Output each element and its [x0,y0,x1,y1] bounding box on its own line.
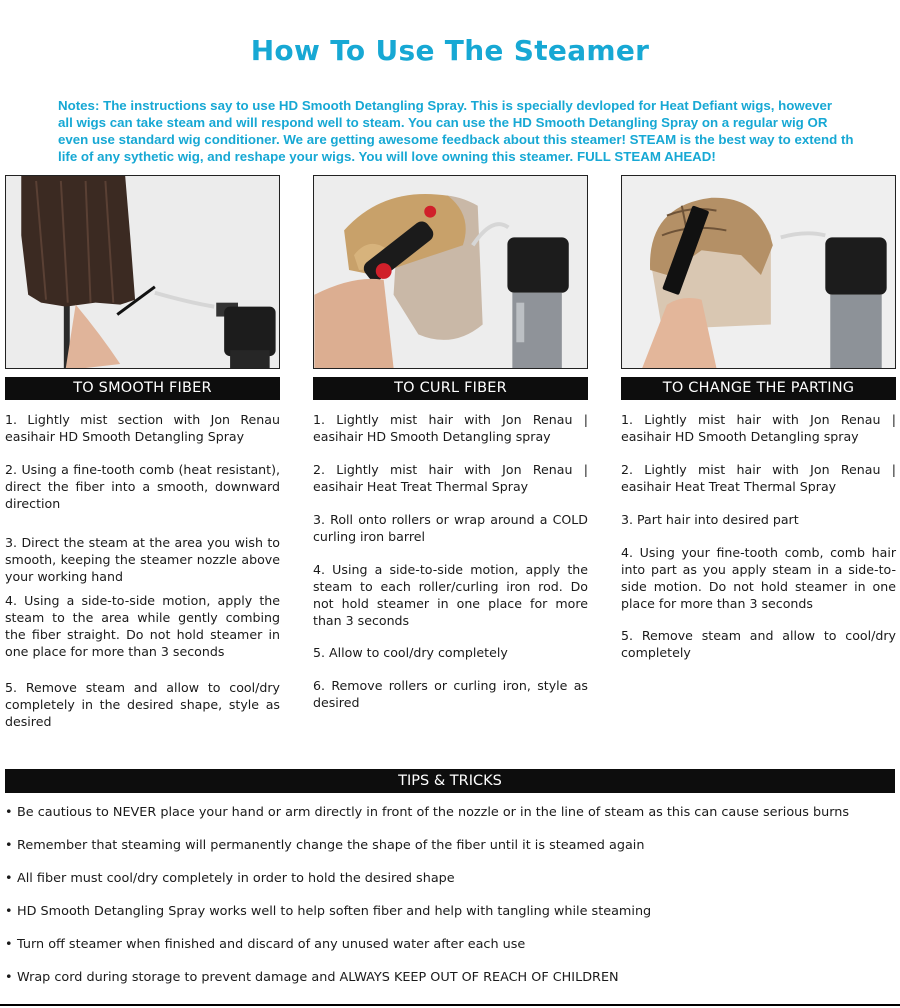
tip-text: Wrap cord during storage to prevent damage and ALWAYS KEEP OUT OF REACH OF CHILDREN [17,970,619,985]
step-item: 2. Lightly mist hair with Jon Renau | easihair Heat Treat Thermal Spray [313,462,588,494]
step-item: 4. Using a side-to-side motion, apply the steam to each roller/curling iron rod. Do not hold steamer in one place for more than 3 seconds [313,562,588,628]
notes-paragraph [58,97,900,165]
photo-curl-fiber [313,175,588,369]
tips-heading: TIPS & TRICKS [5,769,895,793]
step-item: 3. Direct the steam at the area you wish to smooth, keeping the steamer nozzle above your working hand [5,535,280,584]
tip-text: HD Smooth Detangling Spray works well to help soften fiber and help with tangling while steaming [17,904,652,919]
notes-line: life of any sythetic wig, and reshape your wigs. You will love owning this steamer. FULL STEAM AHEAD! [58,149,716,164]
step-item: 4. Using a side-to-side motion, apply the steam to the area while gently combing the fiber straight. Do not hold steamer in one place for more than 3 seconds [5,593,280,659]
steps-list [313,411,588,711]
section-heading: TO SMOOTH FIBER [5,377,280,400]
tip-text: Remember that steaming will permanently change the shape of the fiber until it is steamed again [17,838,645,853]
step-item: 1. Lightly mist hair with Jon Renau | easihair HD Smooth Detangling spray [313,412,588,444]
tip-item [5,936,895,969]
tip-text: Turn off steamer when finished and discard of any unused water after each use [17,937,526,952]
bottom-divider [0,1004,900,1006]
bullet-icon: • [5,871,13,886]
section-smooth-fiber [5,175,280,730]
section-heading: TO CURL FIBER [313,377,588,400]
step-item: 1. Lightly mist section with Jon Renau easihair HD Smooth Detangling Spray [5,412,280,444]
notes-line: Notes: The instructions say to use HD Smooth Detangling Spray. This is specially devloped for Heat Defiant wigs, however [58,98,833,113]
step-item: 1. Lightly mist hair with Jon Renau | easihair HD Smooth Detangling spray [621,412,896,444]
step-item: 4. Using your fine-tooth comb, comb hair into part as you apply steam in a side-to-side motion. Do not hold steamer in one place for more than 3 seconds [621,545,896,611]
tip-item [5,903,895,936]
steps-list [621,411,896,661]
tips-list [5,804,895,1002]
tip-item [5,837,895,870]
step-item: 5. Remove steam and allow to cool/dry completely [621,628,896,660]
step-item: 3. Part hair into desired part [621,512,799,527]
tip-item [5,804,895,837]
photo-change-parting [621,175,896,369]
section-curl-fiber [313,175,588,711]
curl-fiber-illustration [314,176,587,368]
step-item: 5. Allow to cool/dry completely [313,645,508,660]
bullet-icon: • [5,838,13,853]
smooth-fiber-illustration [6,176,279,368]
section-heading: TO CHANGE THE PARTING [621,377,896,400]
notes-line: all wigs can take steam and will respond well to steam. You can use the HD Smooth Detangling Spray on a regular wig OR [58,115,828,130]
tip-text: Be cautious to NEVER place your hand or arm directly in front of the nozzle or in the line of steam as this can cause serious burns [17,805,850,820]
steps-list [5,411,280,730]
notes-line: even use standard wig conditioner. We are getting awesome feedback about this steamer! STEAM is the best way to extend th [58,132,854,147]
bullet-icon: • [5,904,13,919]
step-item: 3. Roll onto rollers or wrap around a COLD curling iron barrel [313,512,588,544]
change-parting-illustration [622,176,895,368]
tip-item [5,969,895,1002]
bullet-icon: • [5,805,13,820]
step-item: 5. Remove steam and allow to cool/dry completely in the desired shape, style as desired [5,680,280,729]
step-item: 2. Lightly mist hair with Jon Renau | easihair Heat Treat Thermal Spray [621,462,896,494]
page-title: How To Use The Steamer [250,34,650,67]
tip-item [5,870,895,903]
photo-smooth-fiber [5,175,280,369]
step-item: 2. Using a fine-tooth comb (heat resistant), direct the fiber into a smooth, downward direction [5,462,280,511]
tip-text: All fiber must cool/dry completely in order to hold the desired shape [17,871,455,886]
bullet-icon: • [5,970,13,985]
bullet-icon: • [5,937,13,952]
section-change-parting [621,175,896,661]
step-item: 6. Remove rollers or curling iron, style as desired [313,678,588,710]
